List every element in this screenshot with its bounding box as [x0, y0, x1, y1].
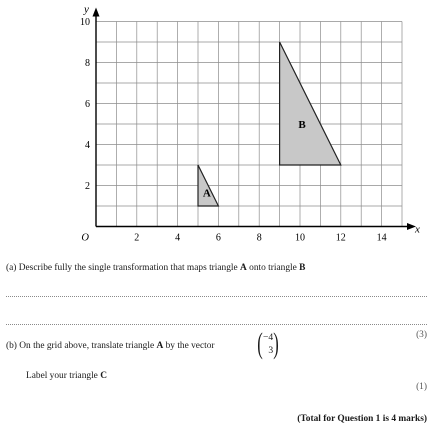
question-a-text: (a) Describe fully the single transformation that maps triangle [6, 263, 241, 273]
triangle-label-a: A [202, 187, 211, 200]
triangle-a-ref-b: A [156, 341, 164, 351]
x-tick-label: 12 [335, 232, 346, 244]
x-tick-label: 8 [256, 232, 262, 244]
question-b-mid: by the vector [163, 341, 215, 351]
y-tick-label: 2 [85, 181, 90, 192]
y-axis-label: y [84, 3, 89, 16]
x-tick-label: 14 [376, 232, 387, 244]
answer-line-2[interactable] [6, 324, 427, 325]
x-tick-label: 6 [215, 232, 221, 244]
vector-top: −4 [263, 332, 274, 343]
x-tick-label: 10 [295, 232, 305, 244]
question-b [6, 341, 215, 351]
origin-label: O [81, 232, 89, 244]
triangle-b-ref: B [299, 263, 306, 273]
total-marks: (Total for Question 1 is 4 marks) [297, 414, 427, 424]
marks-b: (1) [416, 382, 427, 392]
grid-lines [96, 22, 402, 227]
question-a-mid: onto triangle [246, 263, 300, 273]
vector-bottom: 3 [268, 345, 274, 356]
y-tick-label: 10 [80, 17, 90, 28]
x-tick-label: 2 [134, 232, 140, 244]
triangle-a-ref: A [240, 263, 247, 273]
axes [93, 8, 417, 231]
answer-line-1[interactable] [6, 296, 427, 297]
right-paren: ) [273, 327, 279, 360]
marks-a: (3) [416, 330, 427, 340]
y-tick-label: 6 [85, 99, 90, 110]
label-instruction [26, 371, 107, 381]
x-tick-label: 4 [175, 232, 181, 244]
x-axis-label: x [415, 223, 420, 236]
y-tick-label: 4 [85, 140, 90, 151]
left-paren: ( [257, 327, 263, 360]
tick-labels [80, 4, 420, 244]
y-axis-arrow [93, 8, 100, 17]
triangle-label-b: B [298, 119, 306, 131]
y-tick-label: 8 [85, 58, 90, 69]
question-a [6, 263, 305, 273]
label-instruction-text: Label your triangle [26, 371, 101, 381]
question-b-text: (b) On the grid above, translate triangle [6, 341, 157, 351]
triangle-c-ref: C [100, 371, 107, 381]
translation-vector [255, 329, 281, 359]
